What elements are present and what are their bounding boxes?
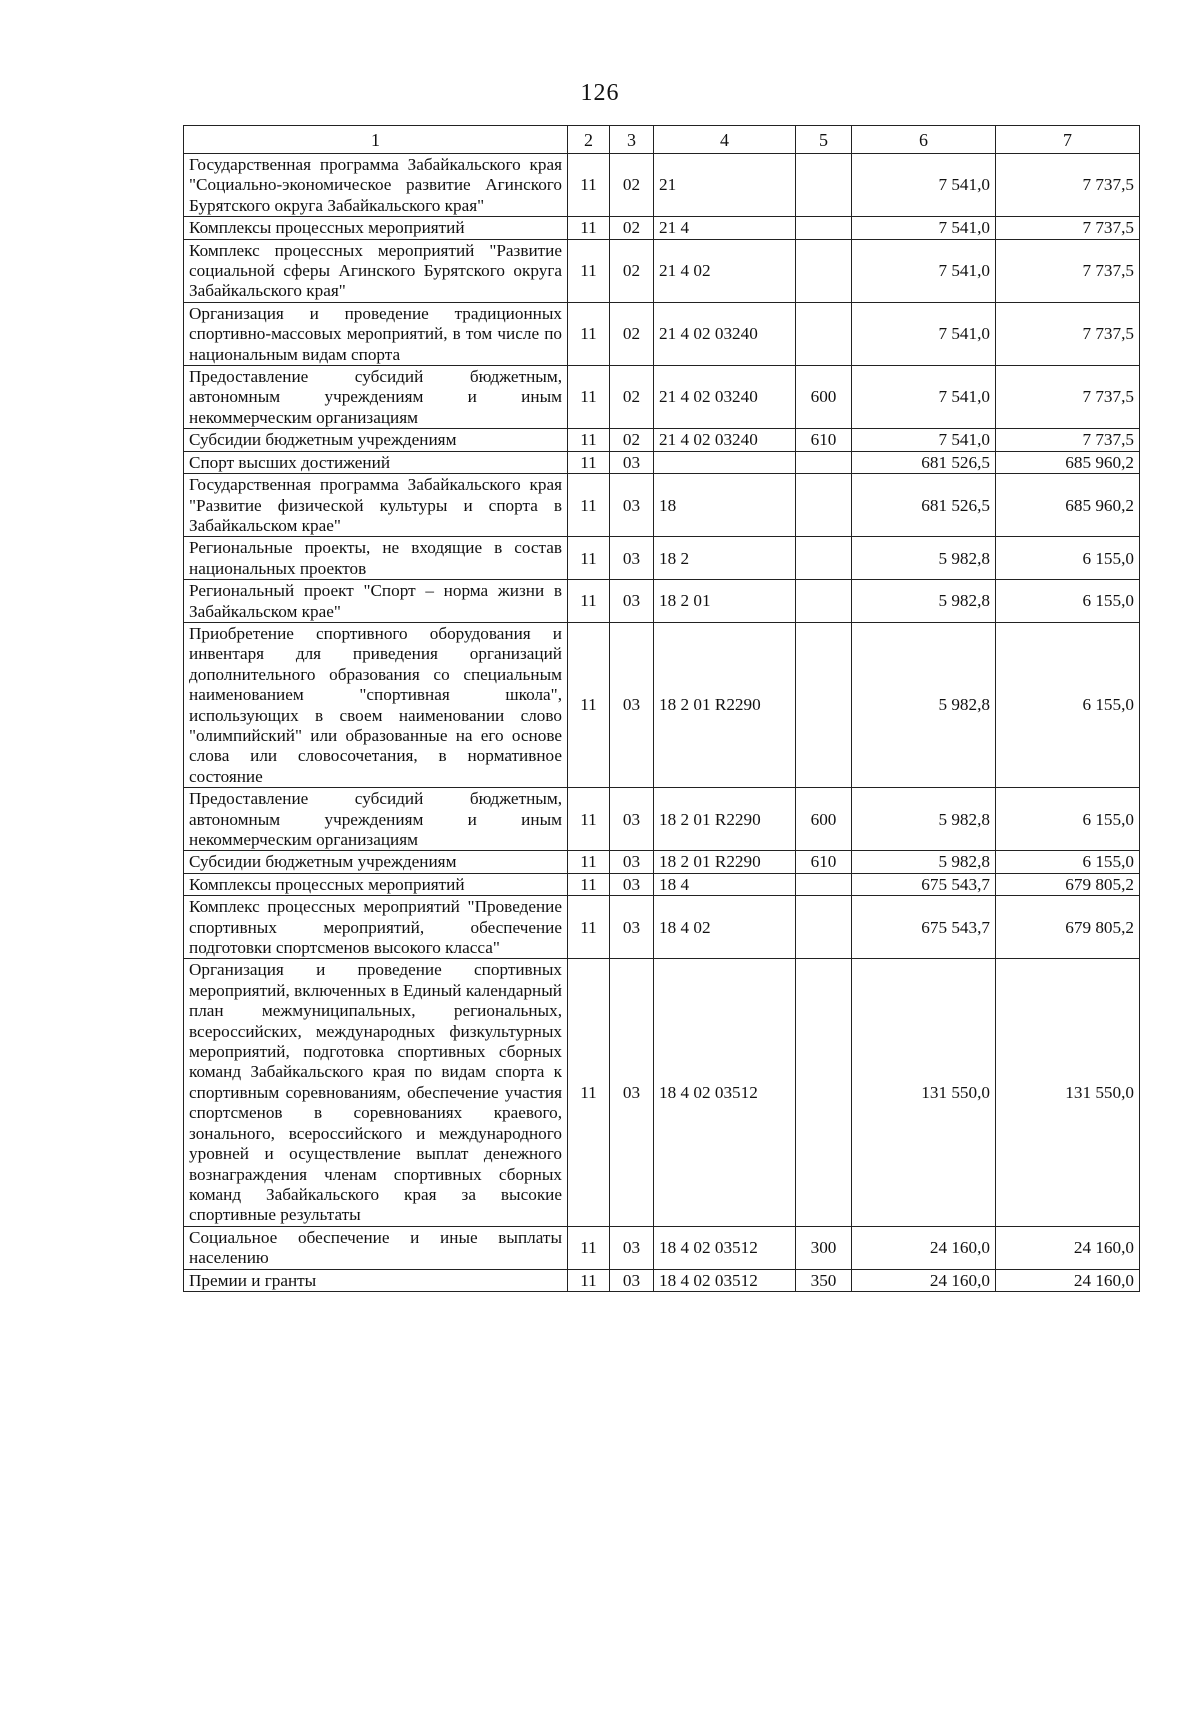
row-target-code: 18 2 xyxy=(654,537,796,580)
row-section: 11 xyxy=(568,1269,610,1291)
row-subsection: 02 xyxy=(610,217,654,239)
row-amount-year-2: 7 737,5 xyxy=(996,239,1140,302)
row-amount-year-1: 5 982,8 xyxy=(852,537,996,580)
column-header: 5 xyxy=(796,126,852,154)
row-name: Спорт высших достижений xyxy=(184,451,568,473)
row-section: 11 xyxy=(568,154,610,217)
column-header: 3 xyxy=(610,126,654,154)
row-amount-year-2: 6 155,0 xyxy=(996,788,1140,851)
row-subsection: 03 xyxy=(610,851,654,873)
row-amount-year-1: 7 541,0 xyxy=(852,154,996,217)
row-amount-year-2: 131 550,0 xyxy=(996,959,1140,1226)
row-target-code: 18 4 02 xyxy=(654,896,796,959)
row-section: 11 xyxy=(568,1226,610,1269)
table-row xyxy=(184,366,1140,429)
row-subsection: 03 xyxy=(610,622,654,787)
table-row xyxy=(184,896,1140,959)
row-name: Приобретение спортивного оборудования и инвентаря для приведения организаций дополнительного образования со специальным наименованием "спортивная школа", использующих в своем наименовании слово "олимпийский" или образованные на его основе слова или словосочетания, в нормативное состояние xyxy=(184,622,568,787)
row-subsection: 03 xyxy=(610,959,654,1226)
row-expense-type xyxy=(796,474,852,537)
row-section: 11 xyxy=(568,896,610,959)
row-amount-year-1: 7 541,0 xyxy=(852,217,996,239)
row-amount-year-2: 6 155,0 xyxy=(996,580,1140,623)
row-target-code: 21 4 02 03240 xyxy=(654,302,796,365)
row-amount-year-2: 685 960,2 xyxy=(996,451,1140,473)
column-header: 1 xyxy=(184,126,568,154)
row-name: Социальное обеспечение и иные выплаты населению xyxy=(184,1226,568,1269)
row-subsection: 03 xyxy=(610,896,654,959)
row-amount-year-2: 7 737,5 xyxy=(996,217,1140,239)
row-target-code: 18 4 02 03512 xyxy=(654,959,796,1226)
row-amount-year-2: 7 737,5 xyxy=(996,366,1140,429)
row-subsection: 02 xyxy=(610,366,654,429)
row-name: Премии и гранты xyxy=(184,1269,568,1291)
row-target-code: 18 4 02 03512 xyxy=(654,1226,796,1269)
row-name: Комплексы процессных мероприятий xyxy=(184,217,568,239)
row-name: Государственная программа Забайкальского края "Развитие физической культуры и спорта в Забайкальском крае" xyxy=(184,474,568,537)
column-header: 4 xyxy=(654,126,796,154)
table-row xyxy=(184,239,1140,302)
row-amount-year-1: 24 160,0 xyxy=(852,1226,996,1269)
row-name: Комплексы процессных мероприятий xyxy=(184,873,568,895)
row-expense-type xyxy=(796,537,852,580)
row-section: 11 xyxy=(568,429,610,451)
row-amount-year-2: 24 160,0 xyxy=(996,1269,1140,1291)
row-expense-type xyxy=(796,154,852,217)
row-target-code: 18 2 01 R2290 xyxy=(654,622,796,787)
row-target-code: 21 4 02 03240 xyxy=(654,429,796,451)
row-target-code xyxy=(654,451,796,473)
table-row xyxy=(184,959,1140,1226)
column-header: 7 xyxy=(996,126,1140,154)
column-header: 6 xyxy=(852,126,996,154)
table-row xyxy=(184,1269,1140,1291)
row-name: Государственная программа Забайкальского края "Социально-экономическое развитие Агинского Бурятского округа Забайкальского края" xyxy=(184,154,568,217)
row-subsection: 03 xyxy=(610,873,654,895)
row-amount-year-1: 7 541,0 xyxy=(852,429,996,451)
row-target-code: 18 4 02 03512 xyxy=(654,1269,796,1291)
row-amount-year-2: 7 737,5 xyxy=(996,429,1140,451)
column-number-header-row xyxy=(184,126,1140,154)
row-amount-year-1: 675 543,7 xyxy=(852,873,996,895)
row-section: 11 xyxy=(568,474,610,537)
row-expense-type xyxy=(796,873,852,895)
row-subsection: 03 xyxy=(610,788,654,851)
row-subsection: 03 xyxy=(610,1226,654,1269)
row-expense-type: 300 xyxy=(796,1226,852,1269)
column-header: 2 xyxy=(568,126,610,154)
row-expense-type xyxy=(796,451,852,473)
row-target-code: 18 2 01 xyxy=(654,580,796,623)
row-target-code: 18 2 01 R2290 xyxy=(654,851,796,873)
row-expense-type: 600 xyxy=(796,788,852,851)
row-amount-year-1: 5 982,8 xyxy=(852,851,996,873)
row-expense-type: 610 xyxy=(796,429,852,451)
row-section: 11 xyxy=(568,959,610,1226)
table-row xyxy=(184,622,1140,787)
row-name: Региональные проекты, не входящие в состав национальных проектов xyxy=(184,537,568,580)
row-name: Организация и проведение традиционных спортивно-массовых мероприятий, в том числе по национальным видам спорта xyxy=(184,302,568,365)
row-target-code: 21 xyxy=(654,154,796,217)
row-section: 11 xyxy=(568,451,610,473)
row-subsection: 03 xyxy=(610,537,654,580)
row-subsection: 02 xyxy=(610,302,654,365)
row-name: Комплекс процессных мероприятий "Проведение спортивных мероприятий, обеспечение подготовки спортсменов высокого класса" xyxy=(184,896,568,959)
row-amount-year-1: 5 982,8 xyxy=(852,788,996,851)
row-subsection: 02 xyxy=(610,154,654,217)
table-row xyxy=(184,580,1140,623)
table-row xyxy=(184,851,1140,873)
row-subsection: 03 xyxy=(610,474,654,537)
row-amount-year-1: 681 526,5 xyxy=(852,474,996,537)
row-expense-type: 610 xyxy=(796,851,852,873)
row-amount-year-1: 675 543,7 xyxy=(852,896,996,959)
table-row xyxy=(184,154,1140,217)
row-expense-type xyxy=(796,896,852,959)
row-subsection: 02 xyxy=(610,239,654,302)
row-name: Предоставление субсидий бюджетным, автономным учреждениям и иным некоммерческим организациям xyxy=(184,366,568,429)
row-section: 11 xyxy=(568,366,610,429)
row-subsection: 02 xyxy=(610,429,654,451)
row-expense-type xyxy=(796,302,852,365)
table-row xyxy=(184,429,1140,451)
row-expense-type xyxy=(796,622,852,787)
table-row xyxy=(184,537,1140,580)
row-expense-type xyxy=(796,959,852,1226)
row-section: 11 xyxy=(568,580,610,623)
row-amount-year-2: 6 155,0 xyxy=(996,537,1140,580)
row-target-code: 18 xyxy=(654,474,796,537)
table-row xyxy=(184,302,1140,365)
row-expense-type xyxy=(796,239,852,302)
row-expense-type xyxy=(796,580,852,623)
row-section: 11 xyxy=(568,302,610,365)
row-name: Субсидии бюджетным учреждениям xyxy=(184,851,568,873)
page-number: 126 xyxy=(580,80,620,106)
row-section: 11 xyxy=(568,622,610,787)
row-amount-year-1: 5 982,8 xyxy=(852,622,996,787)
row-target-code: 21 4 xyxy=(654,217,796,239)
row-section: 11 xyxy=(568,537,610,580)
row-section: 11 xyxy=(568,851,610,873)
row-name: Предоставление субсидий бюджетным, автономным учреждениям и иным некоммерческим организациям xyxy=(184,788,568,851)
table-row xyxy=(184,788,1140,851)
row-name: Субсидии бюджетным учреждениям xyxy=(184,429,568,451)
row-section: 11 xyxy=(568,788,610,851)
row-name: Комплекс процессных мероприятий "Развитие социальной сферы Агинского Бурятского округа Забайкальского края" xyxy=(184,239,568,302)
budget-table xyxy=(183,125,1140,1292)
row-subsection: 03 xyxy=(610,580,654,623)
table-row xyxy=(184,873,1140,895)
row-amount-year-2: 679 805,2 xyxy=(996,873,1140,895)
row-amount-year-1: 7 541,0 xyxy=(852,239,996,302)
row-amount-year-1: 24 160,0 xyxy=(852,1269,996,1291)
row-target-code: 18 2 01 R2290 xyxy=(654,788,796,851)
row-expense-type xyxy=(796,217,852,239)
table-row xyxy=(184,217,1140,239)
row-subsection: 03 xyxy=(610,1269,654,1291)
table-row xyxy=(184,1226,1140,1269)
row-amount-year-2: 6 155,0 xyxy=(996,622,1140,787)
row-target-code: 21 4 02 03240 xyxy=(654,366,796,429)
row-section: 11 xyxy=(568,217,610,239)
row-amount-year-2: 679 805,2 xyxy=(996,896,1140,959)
row-amount-year-1: 7 541,0 xyxy=(852,366,996,429)
row-subsection: 03 xyxy=(610,451,654,473)
row-amount-year-1: 5 982,8 xyxy=(852,580,996,623)
row-amount-year-2: 7 737,5 xyxy=(996,154,1140,217)
row-amount-year-2: 6 155,0 xyxy=(996,851,1140,873)
row-section: 11 xyxy=(568,239,610,302)
row-amount-year-2: 7 737,5 xyxy=(996,302,1140,365)
row-name: Региональный проект "Спорт – норма жизни в Забайкальском крае" xyxy=(184,580,568,623)
table-row xyxy=(184,451,1140,473)
row-amount-year-1: 681 526,5 xyxy=(852,451,996,473)
row-expense-type: 350 xyxy=(796,1269,852,1291)
row-expense-type: 600 xyxy=(796,366,852,429)
table-row xyxy=(184,474,1140,537)
row-amount-year-1: 7 541,0 xyxy=(852,302,996,365)
row-target-code: 18 4 xyxy=(654,873,796,895)
table-body xyxy=(184,154,1140,1292)
row-amount-year-2: 685 960,2 xyxy=(996,474,1140,537)
row-amount-year-1: 131 550,0 xyxy=(852,959,996,1226)
row-amount-year-2: 24 160,0 xyxy=(996,1226,1140,1269)
row-section: 11 xyxy=(568,873,610,895)
row-target-code: 21 4 02 xyxy=(654,239,796,302)
row-name: Организация и проведение спортивных мероприятий, включенных в Единый календарный план межмуниципальных, региональных, всероссийских, международных физкультурных мероприятий, подготовка спортивных сборных команд Забайкальского края по видам спорта к спортивным соревнованиям, обеспечение участия спортсменов в соревнованиях краевого, зонального, всероссийского и международного уровней и осуществление выплат денежного вознаграждения членам спортивных сборных команд Забайкальского края за высокие спортивные результаты xyxy=(184,959,568,1226)
